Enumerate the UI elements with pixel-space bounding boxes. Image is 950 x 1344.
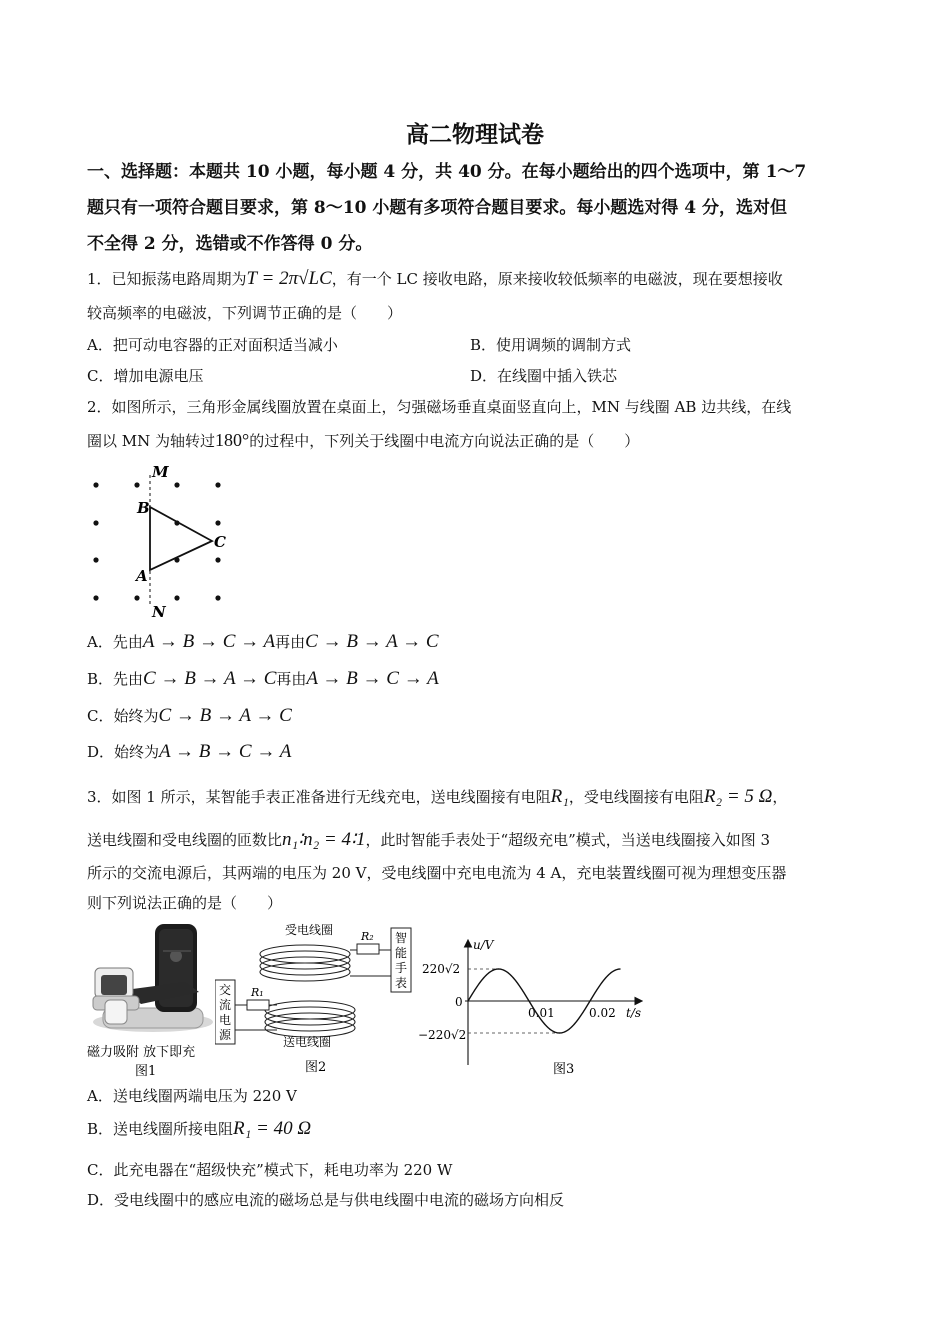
question-2-line-1: 2．如图所示，三角形金属线圈放置在桌面上，匀强磁场垂直桌面竖直向上，MN 与线圈 AB 边共线，在线	[87, 398, 792, 416]
svg-text:电: 电	[219, 1013, 232, 1027]
period-formula: T = 2π√LC	[246, 268, 332, 289]
q1-option-b[interactable]: B．使用调频的调制方式	[470, 336, 632, 354]
fig1-caption: 图1	[135, 1064, 157, 1079]
svg-text:流: 流	[219, 998, 232, 1012]
q2-option-a[interactable]: A．先由A → B → C → A再由C → B → A → C	[87, 631, 439, 652]
y-tick-negative: −220√2	[418, 1028, 467, 1042]
q2-option-c[interactable]: C．始终为C → B → A → C	[87, 705, 292, 726]
y-tick-positive: 220√2	[422, 962, 461, 976]
label-a: A	[136, 567, 148, 585]
section-instructions-line-2: 题只有一项符合题目要求，第 8～10 小题有多项符合题目要求。每小题选对得 4 分，选对但	[87, 198, 787, 218]
r1-label: R₁	[251, 986, 264, 999]
y-axis-label: u/V	[473, 938, 494, 952]
svg-text:交: 交	[219, 983, 232, 997]
q1-option-d[interactable]: D．在线圈中插入铁芯	[470, 367, 618, 385]
svg-text:智: 智	[395, 931, 408, 945]
x-axis-label: t/s	[626, 1006, 642, 1020]
origin-label: 0	[455, 995, 463, 1009]
q3-option-c[interactable]: C．此充电器在“超级快充”模式下，耗电功率为 220 W	[87, 1161, 453, 1179]
q2-option-d[interactable]: D．始终为A → B → C → A	[87, 741, 292, 762]
question-3-line-2: 送电线圈和受电线圈的匝数比n₁∶n₂ = 4∶1，此时智能手表处于“超级充电”模式，当送电线圈接入如图 3	[87, 829, 771, 850]
fig1-caption-slogan: 磁力吸附 放下即充	[87, 1045, 196, 1060]
label-c: C	[214, 533, 226, 551]
svg-text:源: 源	[219, 1028, 232, 1042]
circuit-diagram	[215, 920, 415, 1080]
label-b: B	[137, 499, 150, 517]
q1-option-c[interactable]: C．增加电源电压	[87, 367, 204, 385]
q2-option-b[interactable]: B．先由C → B → A → C再由A → B → C → A	[87, 668, 439, 689]
question-3-line-1: 3．如图 1 所示，某智能手表正准备进行无线充电，送电线圈接有电阻R₁，受电线圈接有电阻R₂ = 5 Ω，	[87, 786, 788, 807]
wireless-charger-photo	[85, 920, 215, 1080]
q3-option-d[interactable]: D．受电线圈中的感应电流的磁场总是与供电线圈中电流的磁场方向相反	[87, 1191, 565, 1209]
label-m: M	[152, 463, 169, 481]
fig2-caption: 图2	[305, 1060, 327, 1075]
section-instructions-line-1: 一、选择题：本题共 10 小题，每小题 4 分，共 40 分。在每小题给出的四个选项中，第 1～7	[87, 162, 807, 182]
svg-text:表: 表	[395, 976, 408, 990]
fig3-caption: 图3	[553, 1062, 575, 1077]
x-tick-2: 0.02	[589, 1006, 616, 1020]
question-1-line-1: 1．已知振荡电路周期为T = 2π√LC，有一个 LC 接收电路，原来接收较低频率的电磁波，现在要想接收	[87, 268, 783, 289]
question-3-line-4: 则下列说法正确的是（ ）	[87, 894, 283, 912]
recv-coil-label: 受电线圈	[285, 923, 334, 937]
q3-option-b[interactable]: B．送电线圈所接电阻R₁ = 40 Ω	[87, 1118, 312, 1139]
svg-text:手: 手	[395, 961, 408, 975]
page-title: 高二物理试卷	[406, 121, 544, 148]
triangle-coil-figure	[80, 460, 250, 625]
voltage-time-graph	[415, 935, 650, 1080]
svg-text:能: 能	[395, 946, 408, 960]
x-tick-1: 0.01	[528, 1006, 555, 1020]
q3-option-a[interactable]: A．送电线圈两端电压为 220 V	[87, 1087, 297, 1105]
question-1-line-2: 较高频率的电磁波，下列调节正确的是（ ）	[87, 304, 403, 322]
section-instructions-line-3: 不全得 2 分，选错或不作答得 0 分。	[87, 234, 373, 254]
r2-label: R₂	[361, 930, 374, 943]
label-n: N	[152, 603, 166, 621]
question-2-line-2: 圈以 MN 为轴转过180°的过程中，下列关于线圈中电流方向说法正确的是（ ）	[87, 430, 640, 450]
q1-option-a[interactable]: A．把可动电容器的正对面积适当减小	[87, 336, 338, 354]
rotation-angle: 180°	[215, 430, 250, 450]
send-coil-label: 送电线圈	[283, 1035, 332, 1049]
question-3-line-3: 所示的交流电源后，其两端的电压为 20 V，受电线圈中充电电流为 4 A，充电装置线圈可视为理想变压器	[87, 864, 787, 882]
